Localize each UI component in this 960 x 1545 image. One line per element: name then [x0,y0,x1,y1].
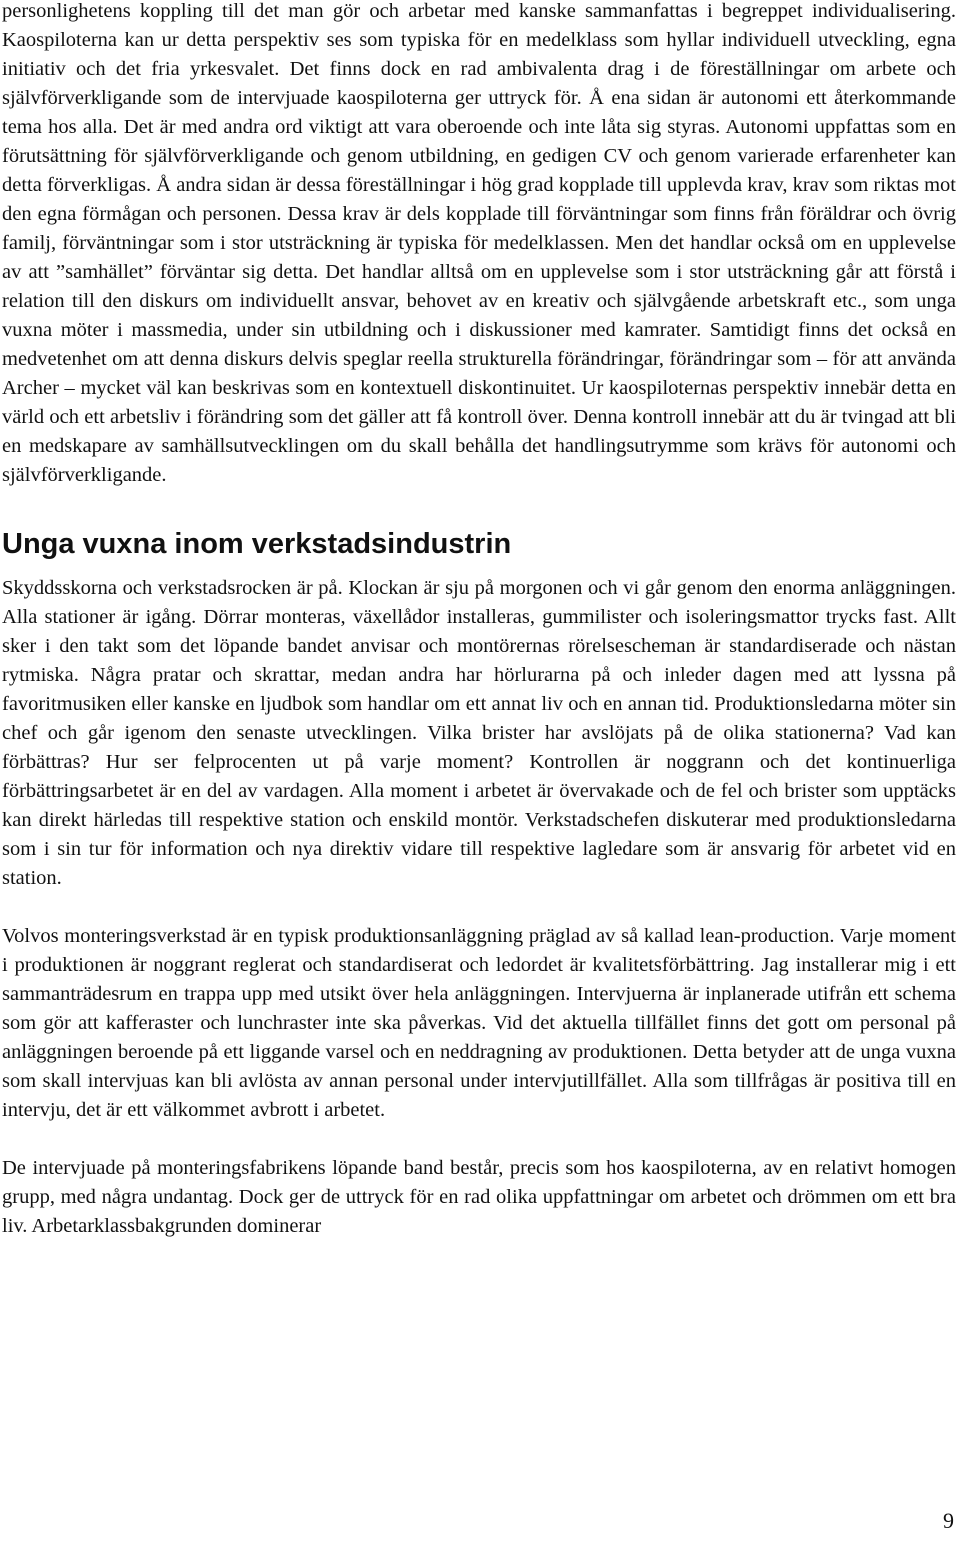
paragraph-factory-visit: Skyddsskorna och verkstadsrocken är på. Klockan är sju på morgonen och vi går genom den enorma anläggningen. Alla stationer är igång. Dörrar monteras, växellådor installeras, gummilister och isoleringsmattor trycks fast. Allt sker i den takt som det löpande bandet anvisar och montörernas rörelsescheman är standardiserade och nästan rytmiska. Några pratar och skrattar, medan andra har hörlurarna på och inleder dagen med att lyssna på favoritmusiken eller kanske en ljudbok som handlar om ett annat liv och en annan tid. Produktionsledarna möter sin chef och går igenom den senaste utvecklingen. Vilka brister har avslöjats på de olika stationerna? Vad kan förbättras? Hur ser felprocenten ut på varje moment? Kontrollen är noggrann och det kontinuerliga förbättringsarbetet är en del av vardagen. Alla moment i arbetet är övervakade och de fel och brister som upptäcks kan direkt härledas till respektive station och enskild montör. Verkstadschefen diskuterar med produktionsledarna som i sin tur för information och nya direktiv vidare till respektive lagledare som är ansvarig för arbetet vid en station. [2,577,956,889]
page-number: 9 [943,1508,954,1533]
paragraph-volvo-lean-production: Volvos monteringsverkstad är en typisk produktionsanläggning präglad av så kallad lean-production. Varje moment i produktionen är noggrant reglerat och standardiserat och ledordet är kvalitetsförbättring. Jag installerar mig i ett sammanträdesrum en trappa upp med utsikt över hela anläggningen. Intervjuerna är inplanerade utifrån ett schema som gör att kafferaster och lunchraster inte ska påverkas. Vid det aktuella tillfället finns det gott om personal på anläggningen beroende på ett liggande varsel och en neddragning av produktionen. Detta betyder att de unga vuxna som skall intervjuas kan bli avlösta av annan personal under intervjutillfället. Alla som tillfrågas är positiva till en intervju, det är ett välkommet avbrott i arbetet. [2,925,956,1121]
paragraph-intro: personlighetens koppling till det man gör och arbetar med kanske sammanfattas i begreppet individualisering. Kaospiloterna kan ur detta perspektiv ses som typiska för en medelklass som hyllar individuell utveckling, egna initiativ och det fria yrkesvalet. Det finns dock en rad ambivalenta drag i de föreställningar om arbete och självförverkligande som de intervjuade kaospiloterna ger uttryck för. Å ena sidan är autonomi ett återkommande tema hos alla. Det är med andra ord viktigt att vara oberoende och inte låta sig styras. Autonomi uppfattas som en förutsättning för självförverkligande och genom utbildning, en gedigen CV och genom varierade erfarenheter kan detta förverkligas. Å andra sidan är dessa föreställningar i hög grad kopplade till upplevda krav, krav som riktas mot den egna förmågan och personen. Dessa krav är dels kopplade till förväntningar som finns från föräldrar och övrig familj, förväntningar som i stor utsträckning är typiska för medelklassen. Men det handlar också om en upplevelse av att ”samhället” förväntar sig detta. Det handlar alltså om en upplevelse som i stor utsträckning går att förstå i relation till den diskurs om individuellt ansvar, behovet av en kreativ och självgående arbetskraft etc., som unga vuxna möter i massmedia, under sin utbildning och i diskussioner med kamrater. Samtidigt finns det också en medvetenhet om att denna diskurs delvis speglar reella strukturella förändringar, förändringar som – för att använda Archer – mycket väl kan beskrivas som en kontextuell diskontinuitet. Ur kaospiloternas perspektiv innebär detta en värld och ett arbetsliv i förändring som det gäller att få kontroll över. Denna kontroll innebär att du är tvingad att bli en medskapare av samhällsutvecklingen om du skall behålla det handlingsutrymme som krävs för autonomi och självförverkligande. [2,0,956,486]
section-heading: Unga vuxna inom verkstadsindustrin [2,528,512,560]
paragraph-interviewees: De intervjuade på monteringsfabrikens löpande band består, precis som hos kaospiloterna, av en relativt homogen grupp, med några undantag. Dock ger de uttryck för en rad olika uppfattningar om arbetet och drömmen om ett bra liv. Arbetarklassbakgrunden dominerar [2,1157,956,1237]
document-body [2,0,956,1241]
